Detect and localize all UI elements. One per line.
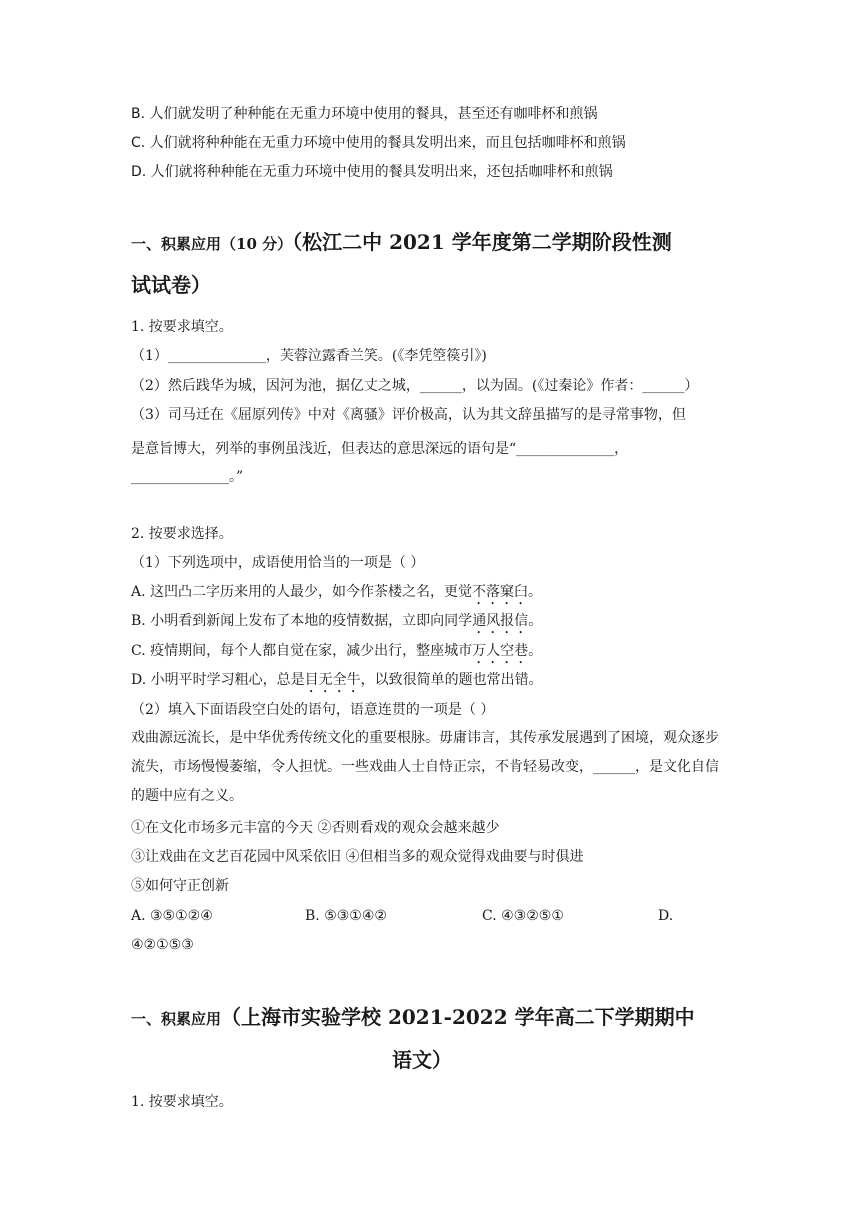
fill-item-3-cont2: ______________。” <box>131 469 244 485</box>
idiom-emphasized: 不落窠臼 <box>472 584 529 600</box>
fill-item-2: （2）然后践华为城，因河为池，据亿丈之城，______，以为固。(《过秦论》作者：______） <box>131 378 699 394</box>
option-text: B. 小明看到新闻上发布了本地的疫情数据，立即向同学 <box>131 613 473 629</box>
option-suffix: 。 <box>528 643 543 659</box>
option-suffix: ，以致很简单的题也常出错。 <box>360 672 543 688</box>
answer-option-c: C. ④③②⑤① <box>482 908 564 924</box>
section-heading <box>131 1003 695 1033</box>
idiom-option-d <box>131 670 543 696</box>
idiom-option-a <box>131 582 542 608</box>
passage: 戏曲源远流长，是中华优秀传统文化的重要根脉。毋庸讳言，其传承发展遇到了困境，观众逐步流失，市场慢慢萎缩，令人担忧。一些戏曲人士自恃正宗，不肯轻易改变，______，是文化自信的题中应有之义。 <box>131 730 719 804</box>
fill-item-3: （3）司马迁在《屈原列传》中对《离骚》评价极高，认为其文辞虽描写的是寻常事物，但 <box>131 407 686 423</box>
section-heading <box>131 228 672 258</box>
idiom-option-b <box>131 611 542 637</box>
option-b: B. 人们就发明了种种能在无重力环境中使用的餐具，甚至还有咖啡杯和煎锅 <box>131 106 598 122</box>
option-text: D. 小明平时学习粗心，总是 <box>131 672 305 688</box>
sub-question-2-stem: （2）填入下面语段空白处的语句，语意连贯的一项是（ ） <box>131 702 495 718</box>
question-title: 1. 按要求填空。 <box>131 319 233 335</box>
sub-question-1-stem: （1）下列选项中，成语使用恰当的一项是（ ） <box>131 555 425 571</box>
idiom-emphasized: 目无全牛 <box>304 672 361 688</box>
section-heading-cont: 试试卷） <box>131 273 211 297</box>
heading-source: （松江二中 2021 学年度第二学期阶段性测 <box>292 230 672 254</box>
idiom-emphasized: 通风报信 <box>472 613 529 629</box>
section-heading-cont: 语文） <box>392 1048 452 1072</box>
idiom-emphasized: 万人空巷 <box>472 643 529 659</box>
choices-line-3: ⑤如何守正创新 <box>131 878 229 894</box>
question-title: 2. 按要求选择。 <box>131 526 233 542</box>
fill-item-1: （1）______________，芙蓉泣露香兰笑。(《李凭箜篌引》) <box>131 348 487 364</box>
idiom-option-c <box>131 641 542 667</box>
question-title: 1. 按要求填空。 <box>131 1094 233 1110</box>
answer-option-d-text: ④②①⑤③ <box>131 937 194 953</box>
answer-option-a: A. ③⑤①②④ <box>131 908 213 924</box>
fill-item-3-cont: 是意旨博大，列举的事例虽浅近，但表达的意思深远的语句是“______________， <box>131 441 629 457</box>
heading-prefix: 一、积累应用 <box>131 1010 222 1028</box>
option-d: D. 人们就将种种能在无重力环境中使用的餐具发明出来，还包括咖啡杯和煎锅 <box>131 164 613 180</box>
option-suffix: 。 <box>528 613 543 629</box>
option-text: C. 疫情期间，每个人都自觉在家，减少出行，整座城市 <box>131 643 473 659</box>
heading-prefix: 一、积累应用（10 分） <box>131 235 293 253</box>
option-text: A. 这凹凸二字历来用的人最少，如今作茶楼之名，更觉 <box>131 584 473 600</box>
answer-option-b: B. ⑤③①④② <box>305 908 387 924</box>
choices-line-2: ③让戏曲在文艺百花园中风采依旧 ④但相当多的观众觉得戏曲要与时俱进 <box>131 849 584 865</box>
choices-line-1: ①在文化市场多元丰富的今天 ②否则看戏的观众会越来越少 <box>131 820 500 836</box>
answer-option-d: D. <box>658 908 674 924</box>
option-suffix: 。 <box>528 584 543 600</box>
heading-source: （上海市实验学校 2021-2022 学年高二下学期期中 <box>221 1005 695 1029</box>
option-c: C. 人们就将种种能在无重力环境中使用的餐具发明出来，而且包括咖啡杯和煎锅 <box>131 135 626 151</box>
